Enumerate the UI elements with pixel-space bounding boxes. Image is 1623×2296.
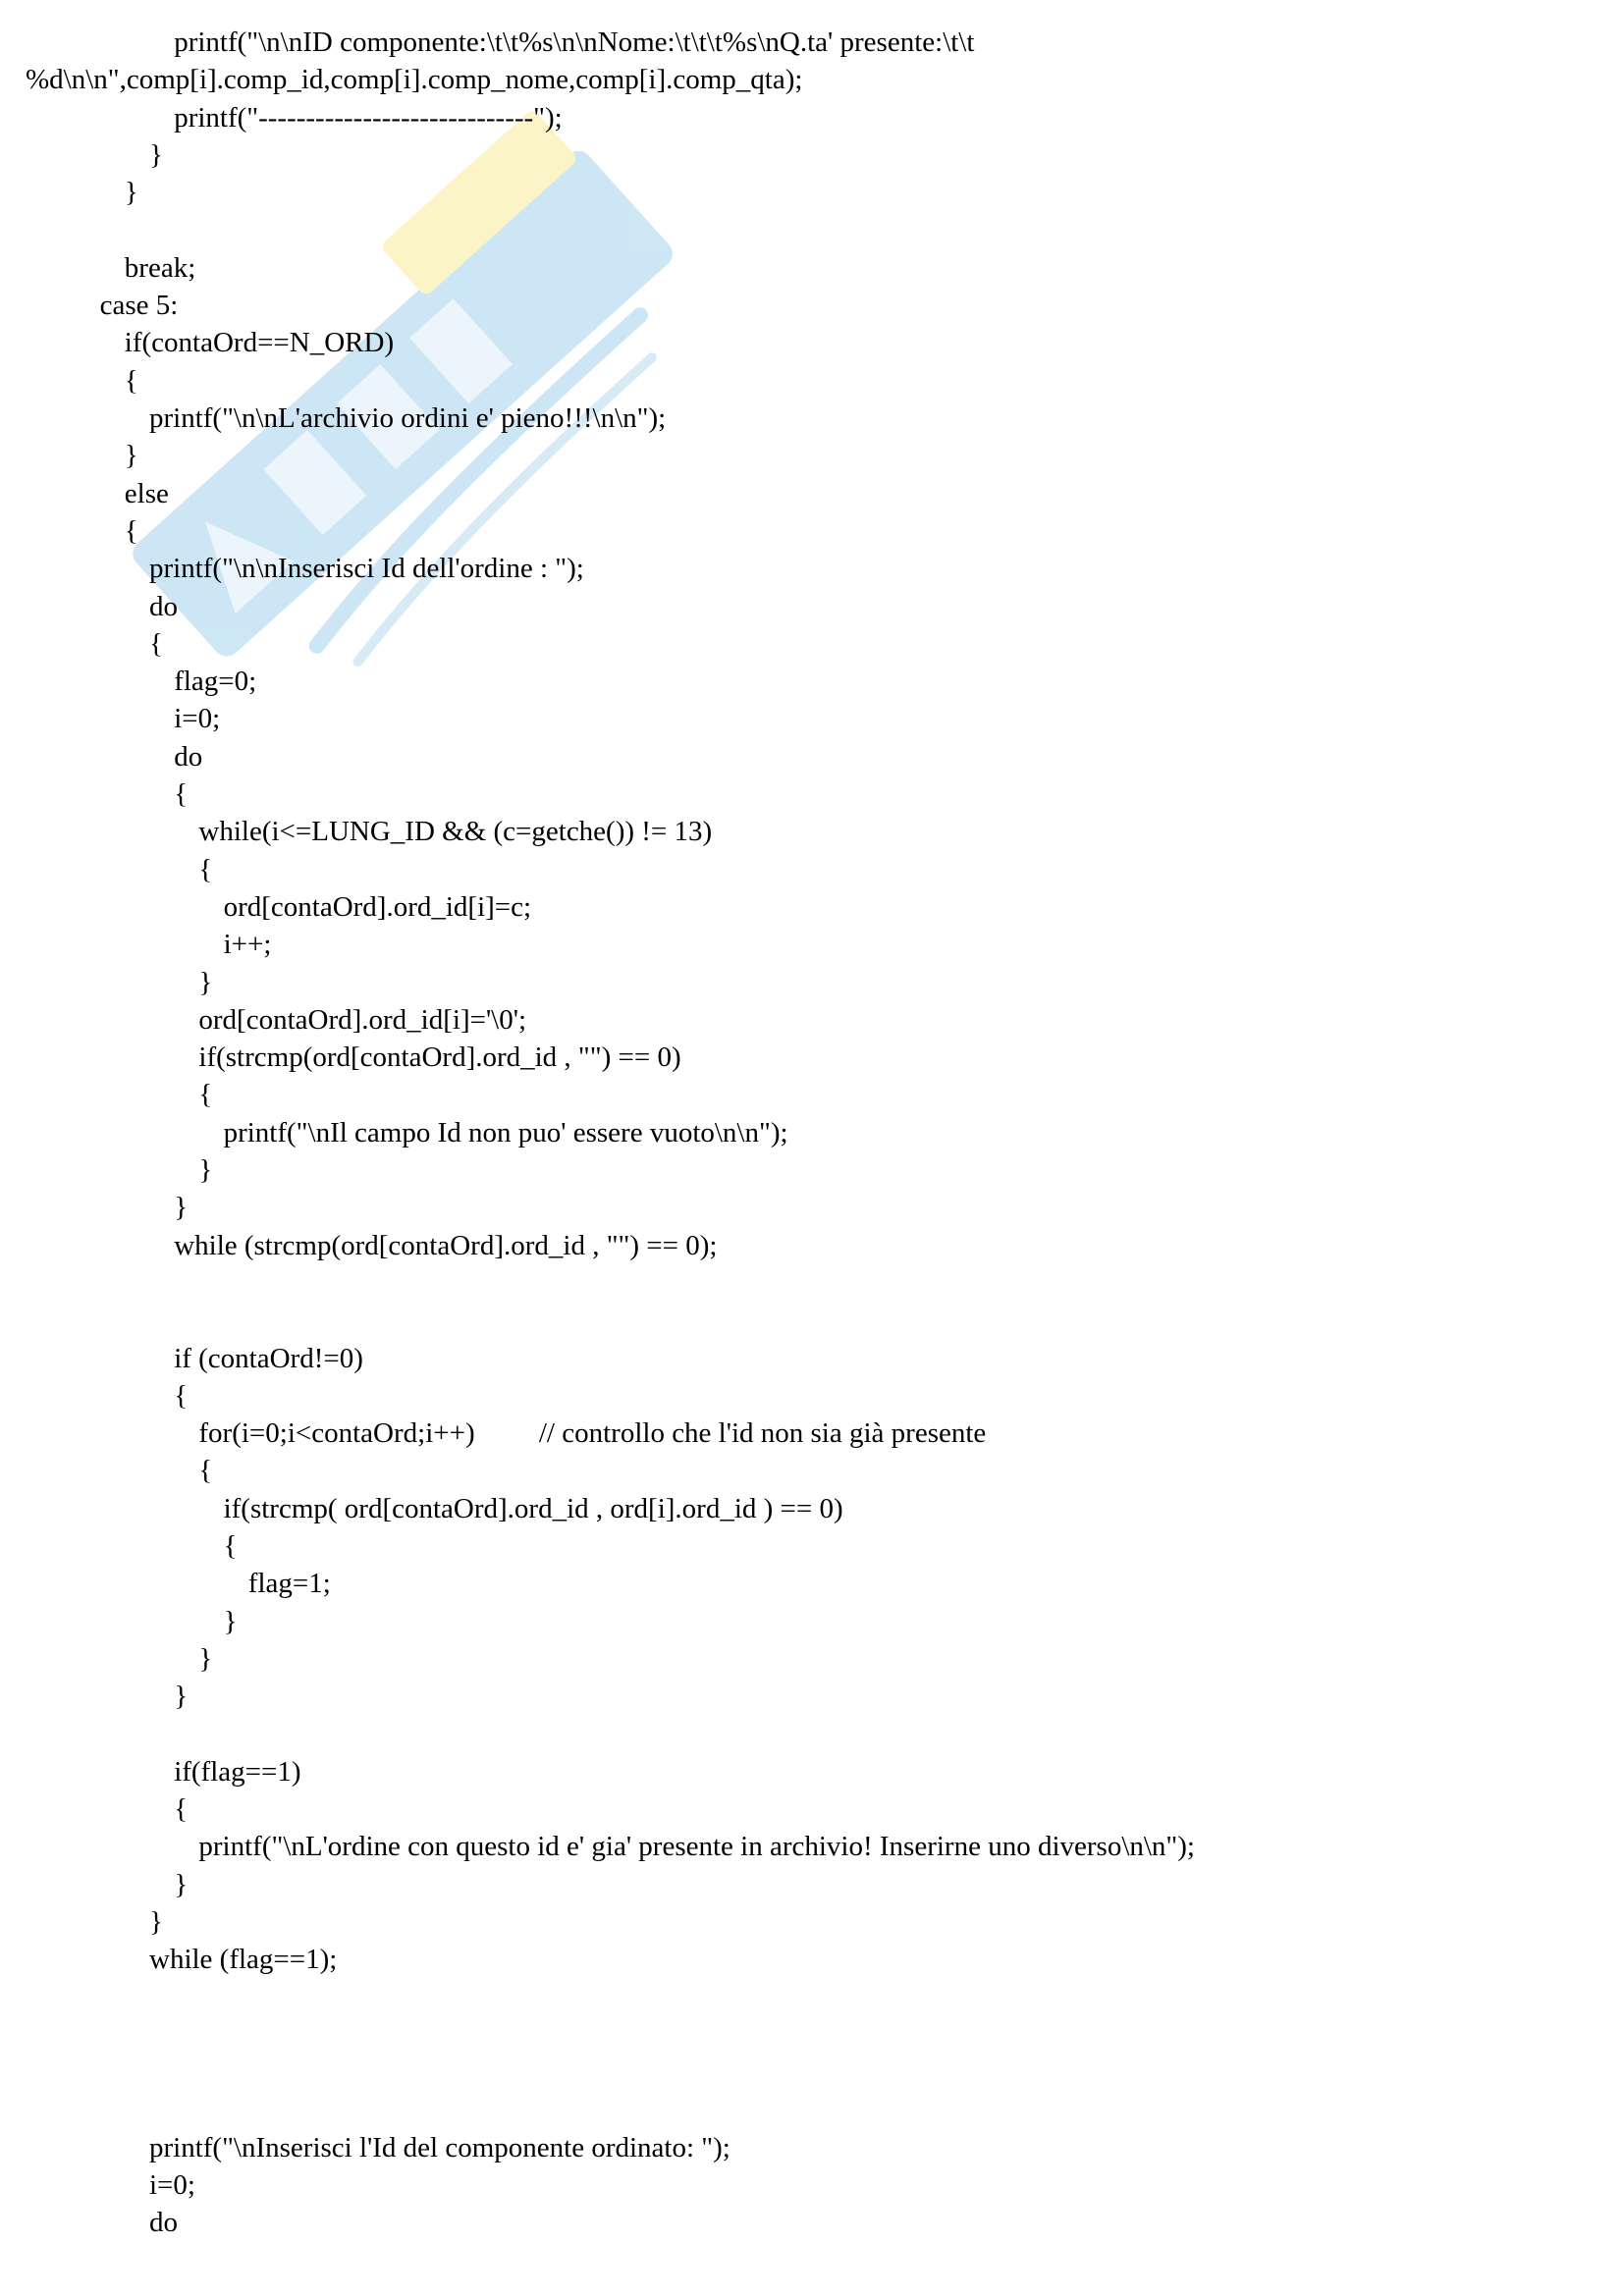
code-line: printf("-----------------------------"); <box>174 101 563 133</box>
code-line: for(i=0;i<contaOrd;i++) // controllo che l'id non sia già presente <box>198 1417 987 1450</box>
code-line: if(strcmp(ord[contaOrd].ord_id , "") == 0) <box>198 1041 681 1074</box>
code-line: flag=1; <box>247 1568 331 1600</box>
code-line: { <box>174 1379 189 1412</box>
code-line: { <box>174 1793 189 1826</box>
code-line: } <box>198 1642 213 1675</box>
code-line: i=0; <box>149 2169 195 2202</box>
code-line: else <box>124 477 169 509</box>
code-line: { <box>124 514 138 547</box>
code-line: } <box>198 1154 213 1186</box>
code-line: while(i<=LUNG_ID && (c=getche()) != 13) <box>198 816 713 848</box>
code-line: do <box>174 740 203 773</box>
code-line: { <box>174 778 189 810</box>
code-line: } <box>124 177 138 209</box>
code-line: ord[contaOrd].ord_id[i]='\0'; <box>198 1003 527 1036</box>
code-line: case 5: <box>99 290 179 322</box>
code-line: i=0; <box>174 703 221 735</box>
code-line: printf("\nL'ordine con questo id e' gia' presente in archivio! Inserirne uno diverso\n\n"); <box>198 1831 1195 1863</box>
code-line: if (contaOrd!=0) <box>174 1342 363 1374</box>
code-line: } <box>198 966 213 998</box>
code-line: { <box>198 853 213 885</box>
code-line: %d\n\n",comp[i].comp_id,comp[i].comp_nome,comp[i].comp_qta); <box>26 64 803 96</box>
code-line: } <box>174 1868 189 1900</box>
code-line: { <box>124 364 138 397</box>
code-line: printf("\nInserisci l'Id del componente ordinato: "); <box>149 2131 730 2163</box>
code-line: break; <box>124 251 196 284</box>
code-line: } <box>124 440 138 472</box>
code-line: } <box>223 1605 238 1637</box>
code-line: ord[contaOrd].ord_id[i]=c; <box>223 890 532 923</box>
code-line: } <box>174 1192 189 1224</box>
code-line: i++; <box>223 929 272 961</box>
code-line: { <box>198 1079 213 1111</box>
code-line: while (strcmp(ord[contaOrd].ord_id , "") == 0); <box>174 1229 718 1261</box>
code-line: if(strcmp( ord[contaOrd].ord_id , ord[i].ord_id ) == 0) <box>223 1492 843 1524</box>
code-line: if(contaOrd==N_ORD) <box>124 327 395 359</box>
code-line: { <box>198 1455 213 1487</box>
code-line: do <box>149 2207 178 2239</box>
code-line: if(flag==1) <box>174 1755 301 1788</box>
code-line: printf("\nIl campo Id non puo' essere vuoto\n\n"); <box>223 1116 788 1148</box>
code-line: } <box>174 1681 189 1713</box>
code-line: flag=0; <box>174 666 257 698</box>
code-line: printf("\n\nL'archivio ordini e' pieno!!!\n\n"); <box>149 402 667 434</box>
code-line: { <box>149 627 163 660</box>
code-line: printf("\n\nInserisci Id dell'ordine : "); <box>149 553 584 585</box>
code-line: } <box>149 1906 163 1938</box>
code-line: { <box>223 1530 238 1562</box>
code-line: } <box>149 138 163 171</box>
code-line: printf("\n\nID componente:\t\t%s\n\nNome:\t\t\t%s\nQ.ta' presente:\t\t <box>174 27 975 58</box>
code-line: while (flag==1); <box>149 1944 338 1976</box>
code-line: do <box>149 590 178 622</box>
